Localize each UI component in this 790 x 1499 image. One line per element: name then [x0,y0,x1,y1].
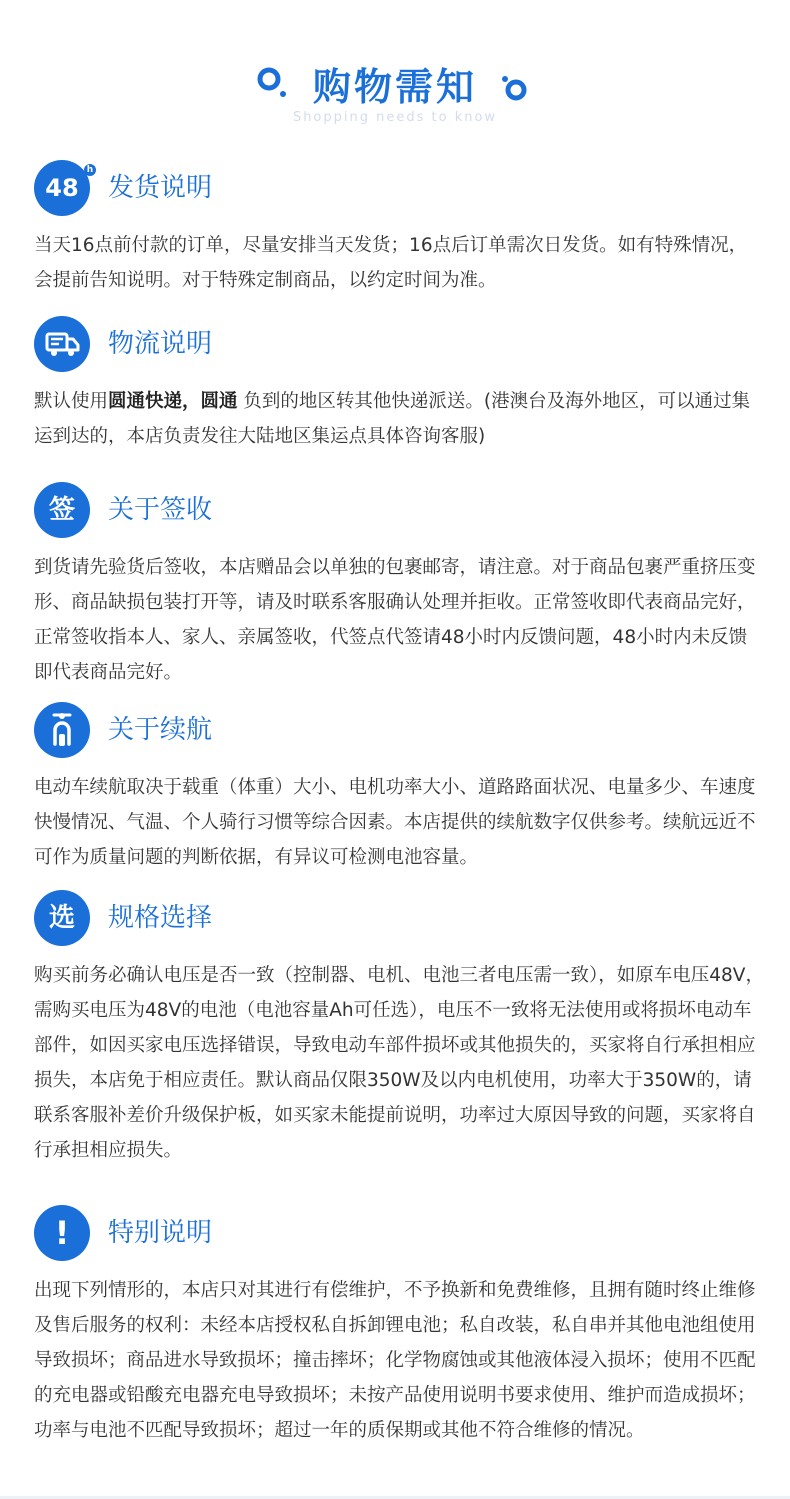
section-body: 到货请先验货后签收，本店赠品会以单独的包裹邮寄，请注意。对于商品包裹严重挤压变形、商品缺损包装打开等，请及时联系客服确认处理并拒收。正常签收即代表商品完好，正常签收指本人、家人、亲属签收，代签点代签请48小时内反馈问题，48小时内未反馈即代表商品完好。 [34,557,756,683]
section-body: 购买前务必确认电压是否一致（控制器、电机、电池三者电压需一致），如原车电压48V，需购买电压为48V的电池（电池容量Ah可任选），电压不一致将无法使用或将损坏电动车部件，如因买家电压选择错误，导致电动车部件损坏或其他损失的，买家将自行承担相应损失，本店免于相应责任。默认商品仅限350W及以内电机使用，功率大于350W的，请联系客服补差价升级保护板，如买家未能提前说明，功率过大原因导致的问题，买家将自行承担相应损失。 [34,965,764,1161]
section-header [34,316,764,372]
decorative-circle-icon [500,74,530,104]
48h-shipping-icon: 48 h [34,160,90,216]
section-body: 默认使用圆通快递，圆通 负到的地区转其他快递派送。(港澳台及海外地区，可以通过集运到达的，本店负责发往大陆地区集运点具体咨询客服) [34,391,751,447]
section-header [34,482,764,538]
section-header [34,1205,764,1261]
sign-icon: 签 [34,482,90,538]
section-title: 关于签收 [108,495,213,525]
section-body: 电动车续航取决于载重（体重）大小、电机功率大小、道路路面状况、电量多少、车速度快慢情况、气温、个人骑行习惯等综合因素。本店提供的续航数字仅供参考。续航远近不可作为质量问题的判断依据，有异议可检测电池容量。 [34,777,756,868]
page-header [0,52,790,142]
exclamation-icon: ! [34,1205,90,1261]
section-special [34,1205,764,1448]
section-header [34,890,764,946]
section-logistics [34,316,764,454]
section-shipping [34,160,764,298]
section-title: 物流说明 [108,329,213,359]
section-body: 当天16点前付款的订单，尽量安排当天发货；16点后订单需次日发货。如有特殊情况，会提前告知说明。对于特殊定制商品，以约定时间为准。 [34,235,748,291]
section-title: 发货说明 [108,173,213,203]
section-title: 关于续航 [108,715,213,745]
select-icon: 选 [34,890,90,946]
scooter-icon [34,702,90,758]
page-title: 购物需知 [312,65,477,109]
section-header [34,702,764,758]
page-subtitle: Shopping needs to know [292,110,498,125]
section-range [34,702,764,875]
section-spec [34,890,764,1168]
section-receipt [34,482,764,690]
section-title: 特别说明 [108,1218,213,1248]
delivery-truck-icon [34,316,90,372]
section-header [34,160,764,216]
section-body: 出现下列情形的，本店只对其进行有偿维护，不予换新和免费维修，且拥有随时终止维修及售后服务的权利：未经本店授权私自拆卸锂电池；私自改装，私自串并其他电池组使用导致损坏；商品进水导致损坏；撞击摔坏；化学物腐蚀或其他液体浸入损坏；使用不匹配的充电器或铅酸充电器充电导致损坏；未按产品使用说明书要求使用、维护而造成损坏；功率与电池不匹配导致损坏；超过一年的质保期或其他不符合维修的情况。 [34,1280,756,1441]
section-title: 规格选择 [108,903,213,933]
